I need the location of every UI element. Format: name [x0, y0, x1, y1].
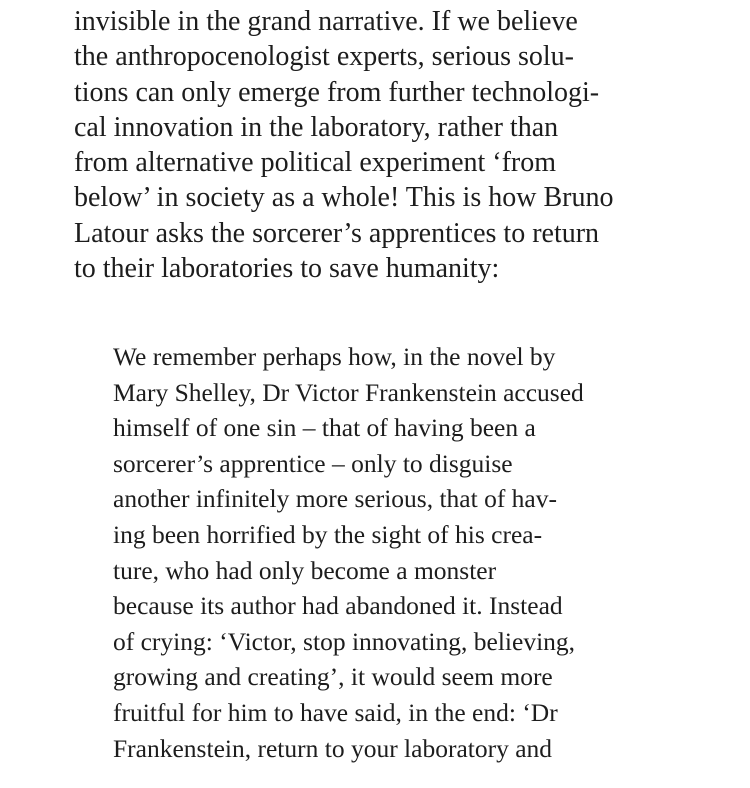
block-quote [113, 339, 584, 766]
body-line: the anthropocenologist experts, serious solu- [74, 41, 575, 73]
body-line: tions can only emerge from further technologi- [74, 76, 600, 108]
quote-line: another infinitely more serious, that of hav- [113, 484, 557, 514]
body-line: below’ in society as a whole! This is how Bruno [74, 182, 614, 214]
body-paragraph [74, 4, 613, 286]
body-line: Latour asks the sorcerer’s apprentices to return [74, 217, 600, 249]
body-line: to their laboratories to save humanity: [74, 253, 500, 285]
quote-line: We remember perhaps how, in the novel by [113, 342, 556, 371]
quote-line: ture, who had only become a monster [113, 555, 497, 585]
quote-line: sorcerer’s apprentice – only to disguise [113, 448, 513, 478]
quote-line: of crying: ‘Victor, stop innovating, believing, [113, 626, 576, 656]
quote-line: ing been horrified by the sight of his crea- [113, 519, 543, 549]
quote-line: growing and creating’, it would seem more [113, 662, 553, 692]
quote-line: because its author had abandoned it. Instead [113, 591, 563, 621]
quote-line: fruitful for him to have said, in the end: ‘Dr [113, 697, 558, 727]
quote-line: Mary Shelley, Dr Victor Frankenstein accused [113, 377, 584, 407]
body-line: cal innovation in the laboratory, rather than [74, 111, 559, 143]
body-line: from alternative political experiment ‘from [74, 147, 557, 179]
quote-line: Frankenstein, return to your laboratory and [113, 733, 553, 763]
body-line: invisible in the grand narrative. If we believe [74, 6, 578, 37]
quote-line: himself of one sin – that of having been a [113, 413, 536, 443]
